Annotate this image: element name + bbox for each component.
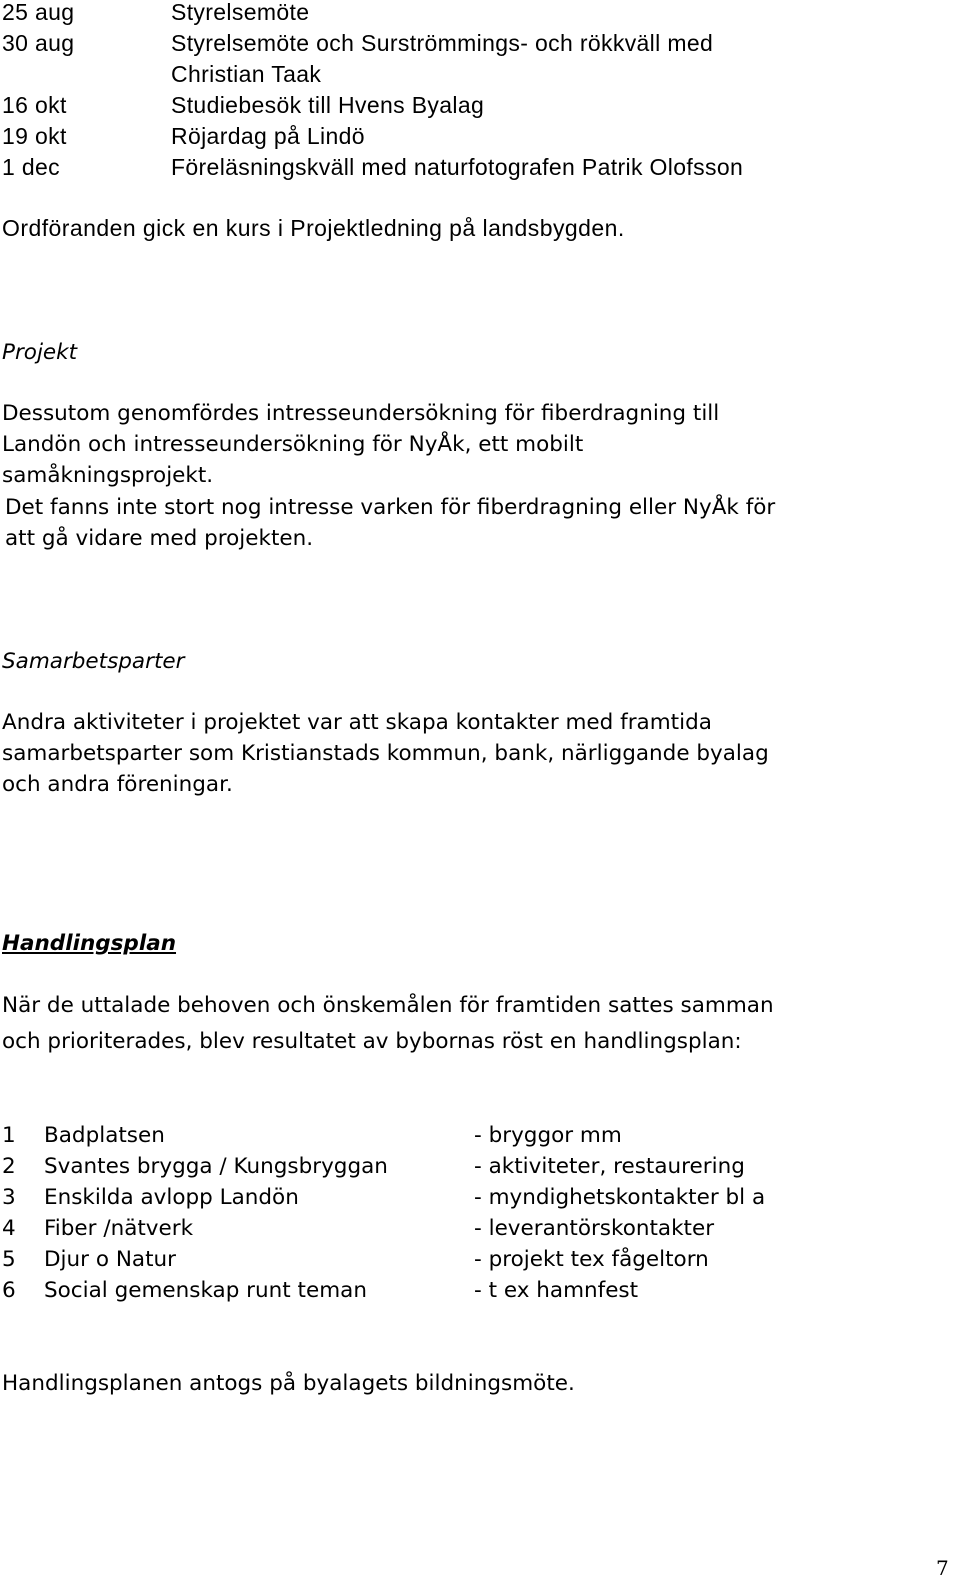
paragraph-line: och andra föreningar. (2, 772, 233, 797)
event-description: Studiebesök till Hvens Byalag (171, 92, 485, 118)
plan-note: - aktiviteter, restaurering (474, 1154, 745, 1179)
section-heading-samarbetsparter: Samarbetsparter (2, 649, 185, 674)
event-description: Röjardag på Lindö (171, 123, 365, 149)
plan-number: 2 (2, 1154, 16, 1179)
plan-number: 5 (2, 1247, 16, 1272)
section-heading-handlingsplan: Handlingsplan (2, 931, 177, 956)
chair-course-text: Ordföranden gick en kurs i Projektledning på landsbygden. (2, 215, 625, 241)
plan-number: 6 (2, 1278, 16, 1303)
paragraph-line: och prioriterades, blev resultatet av bybornas röst en handlingsplan: (2, 1029, 742, 1054)
paragraph-line: Andra aktiviteter i projektet var att skapa kontakter med framtida (2, 710, 712, 735)
plan-number: 1 (2, 1123, 16, 1148)
plan-item: Svantes brygga / Kungsbryggan (44, 1154, 388, 1179)
plan-item: Social gemenskap runt teman (44, 1278, 367, 1303)
event-date: 1 dec (2, 154, 61, 180)
paragraph-line: samarbetsparter som Kristianstads kommun, bank, närliggande byalag (2, 741, 769, 766)
paragraph-line: Landön och intresseundersökning för NyÅk, ett mobilt (2, 432, 584, 457)
section-heading-projekt: Projekt (2, 340, 78, 365)
plan-adopted-text: Handlingsplanen antogs på byalagets bildningsmöte. (2, 1371, 575, 1396)
event-date: 25 aug (2, 0, 75, 25)
event-description: Föreläsningskväll med naturfotografen Patrik Olofsson (171, 154, 744, 180)
event-description: Styrelsemöte (171, 0, 310, 25)
plan-note: - myndighetskontakter bl a (474, 1185, 766, 1210)
plan-item: Fiber /nätverk (44, 1216, 194, 1241)
plan-number: 4 (2, 1216, 16, 1241)
plan-item: Badplatsen (44, 1123, 165, 1148)
paragraph-line: samåkningsprojekt. (2, 463, 214, 488)
plan-note: - bryggor mm (474, 1123, 622, 1148)
page-number: 7 (936, 1556, 949, 1580)
paragraph-line: Det fanns inte stort nog intresse varken för fiberdragning eller NyÅk för (5, 495, 776, 520)
paragraph-line: Dessutom genomfördes intresseundersökning för fiberdragning till (2, 401, 720, 426)
event-date: 16 okt (2, 92, 67, 118)
event-date: 30 aug (2, 30, 75, 56)
event-description-continued: Christian Taak (171, 61, 322, 87)
paragraph-line: När de uttalade behoven och önskemålen för framtiden sattes samman (2, 993, 774, 1018)
plan-item: Enskilda avlopp Landön (44, 1185, 299, 1210)
plan-note: - leverantörskontakter (474, 1216, 715, 1241)
plan-note: - t ex hamnfest (474, 1278, 639, 1303)
plan-item: Djur o Natur (44, 1247, 176, 1272)
plan-number: 3 (2, 1185, 16, 1210)
event-description: Styrelsemöte och Surströmmings- och rökkväll med (171, 30, 714, 56)
event-date: 19 okt (2, 123, 67, 149)
paragraph-line: att gå vidare med projekten. (5, 526, 314, 551)
plan-note: - projekt tex fågeltorn (474, 1247, 709, 1272)
